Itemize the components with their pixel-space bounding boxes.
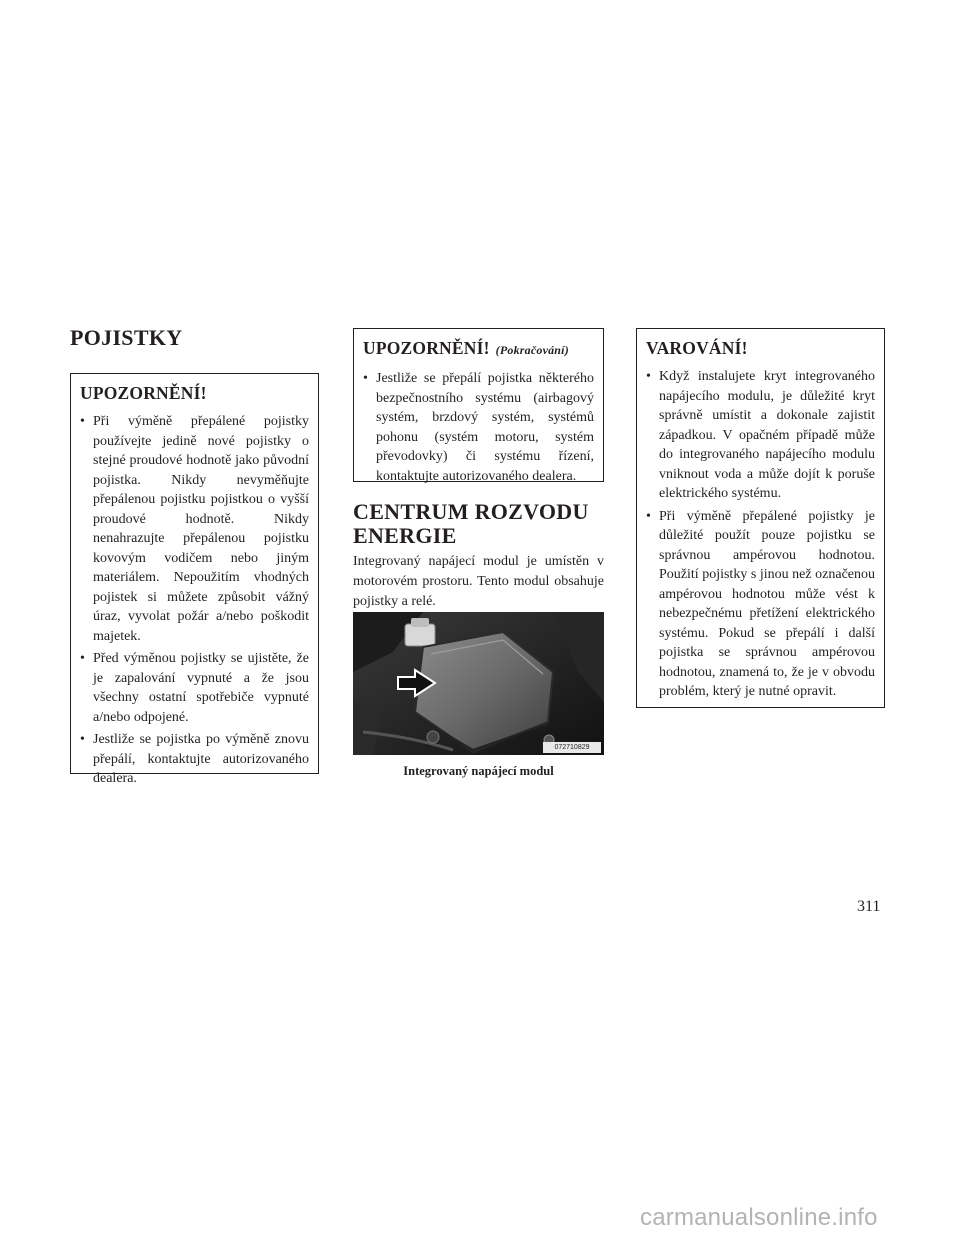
warning-box bbox=[636, 328, 885, 708]
caution-list bbox=[363, 369, 594, 486]
warning-title: VAROVÁNÍ! bbox=[646, 338, 748, 358]
caution-box bbox=[70, 373, 319, 786]
list-item: • Při výměně přepálené pojistky používejte jedině nové pojistky o stejné proudové hodnotě jako původní pojistka. Nikdy nevyměňujte přepálenou pojistku pojistkou o vyšší proudové hodnotě. Nikdy nenahrazujte přepálenou pojistku kovovým vodičem nebo jiným materiálem. Nepoužitím vhodných pojistek si můžete způsobit vážný úraz, vyvolat požár a/nebo poškodit majetek. bbox=[80, 414, 309, 644]
page-number: 311 bbox=[857, 898, 881, 915]
body-paragraph: Integrovaný napájecí modul je umístěn v motorovém prostoru. Tento modul obsahuje pojistky a relé. bbox=[353, 554, 604, 609]
list-item: • Když instalujete kryt integrovaného napájecího modulu, je důležité kryt správně umístit a dokonale zajistit západkou. V opačném případě může do integrovaného napájecího modulu vniknout voda a může dojít k poruše elektrického systému. bbox=[646, 369, 875, 501]
section-heading-power-distribution: CENTRUM ROZVODU ENERGIE bbox=[353, 499, 589, 548]
engine-bay-illustration bbox=[353, 612, 604, 755]
caution-continued-box bbox=[353, 328, 604, 482]
list-item: • Při výměně přepálené pojistky je důležité použít pouze pojistku se správnou ampérovou hodnotou. Použití pojistky s jinou než označenou ampérovou hodnotou může vést k nebezpečnému přetížení elektrického systému. Pokud se přepálí i další pojistka se správnou ampérovou hodnotou, znamená to, že je v obvodu problém, který je nutné opravit. bbox=[646, 508, 875, 699]
image-caption: Integrovaný napájecí modul bbox=[403, 764, 554, 778]
continued-label: (Pokračování) bbox=[495, 343, 569, 357]
list-item: • Jestliže se přepálí pojistka některého bezpečnostního systému (airbagový systém, brzdový systém, systémů pohonu (systém motoru, systém převodovky) či systému řízení, kontaktujte autorizovaného dealera. bbox=[363, 371, 594, 484]
list-item: • Před výměnou pojistky se ujistěte, že je zapalování vypnuté a že jsou všechny ostatní spotřebiče vypnuté a/nebo odpojené. bbox=[80, 651, 309, 725]
warning-list bbox=[646, 367, 875, 702]
caution-title: UPOZORNĚNÍ! bbox=[80, 383, 207, 403]
image-code-label: 072710829 bbox=[554, 744, 590, 751]
fuse-module-photo bbox=[353, 612, 604, 755]
watermark: carmanualsonline.info bbox=[640, 1204, 878, 1231]
caution-list bbox=[80, 412, 309, 789]
section-heading-fuses: POJISTKY bbox=[70, 325, 183, 350]
caution-title: UPOZORNĚNÍ! (Pokračování) bbox=[363, 338, 569, 358]
list-item: • Jestliže se pojistka po výměně znovu přepálí, kontaktujte autorizovaného dealera. bbox=[80, 732, 309, 786]
